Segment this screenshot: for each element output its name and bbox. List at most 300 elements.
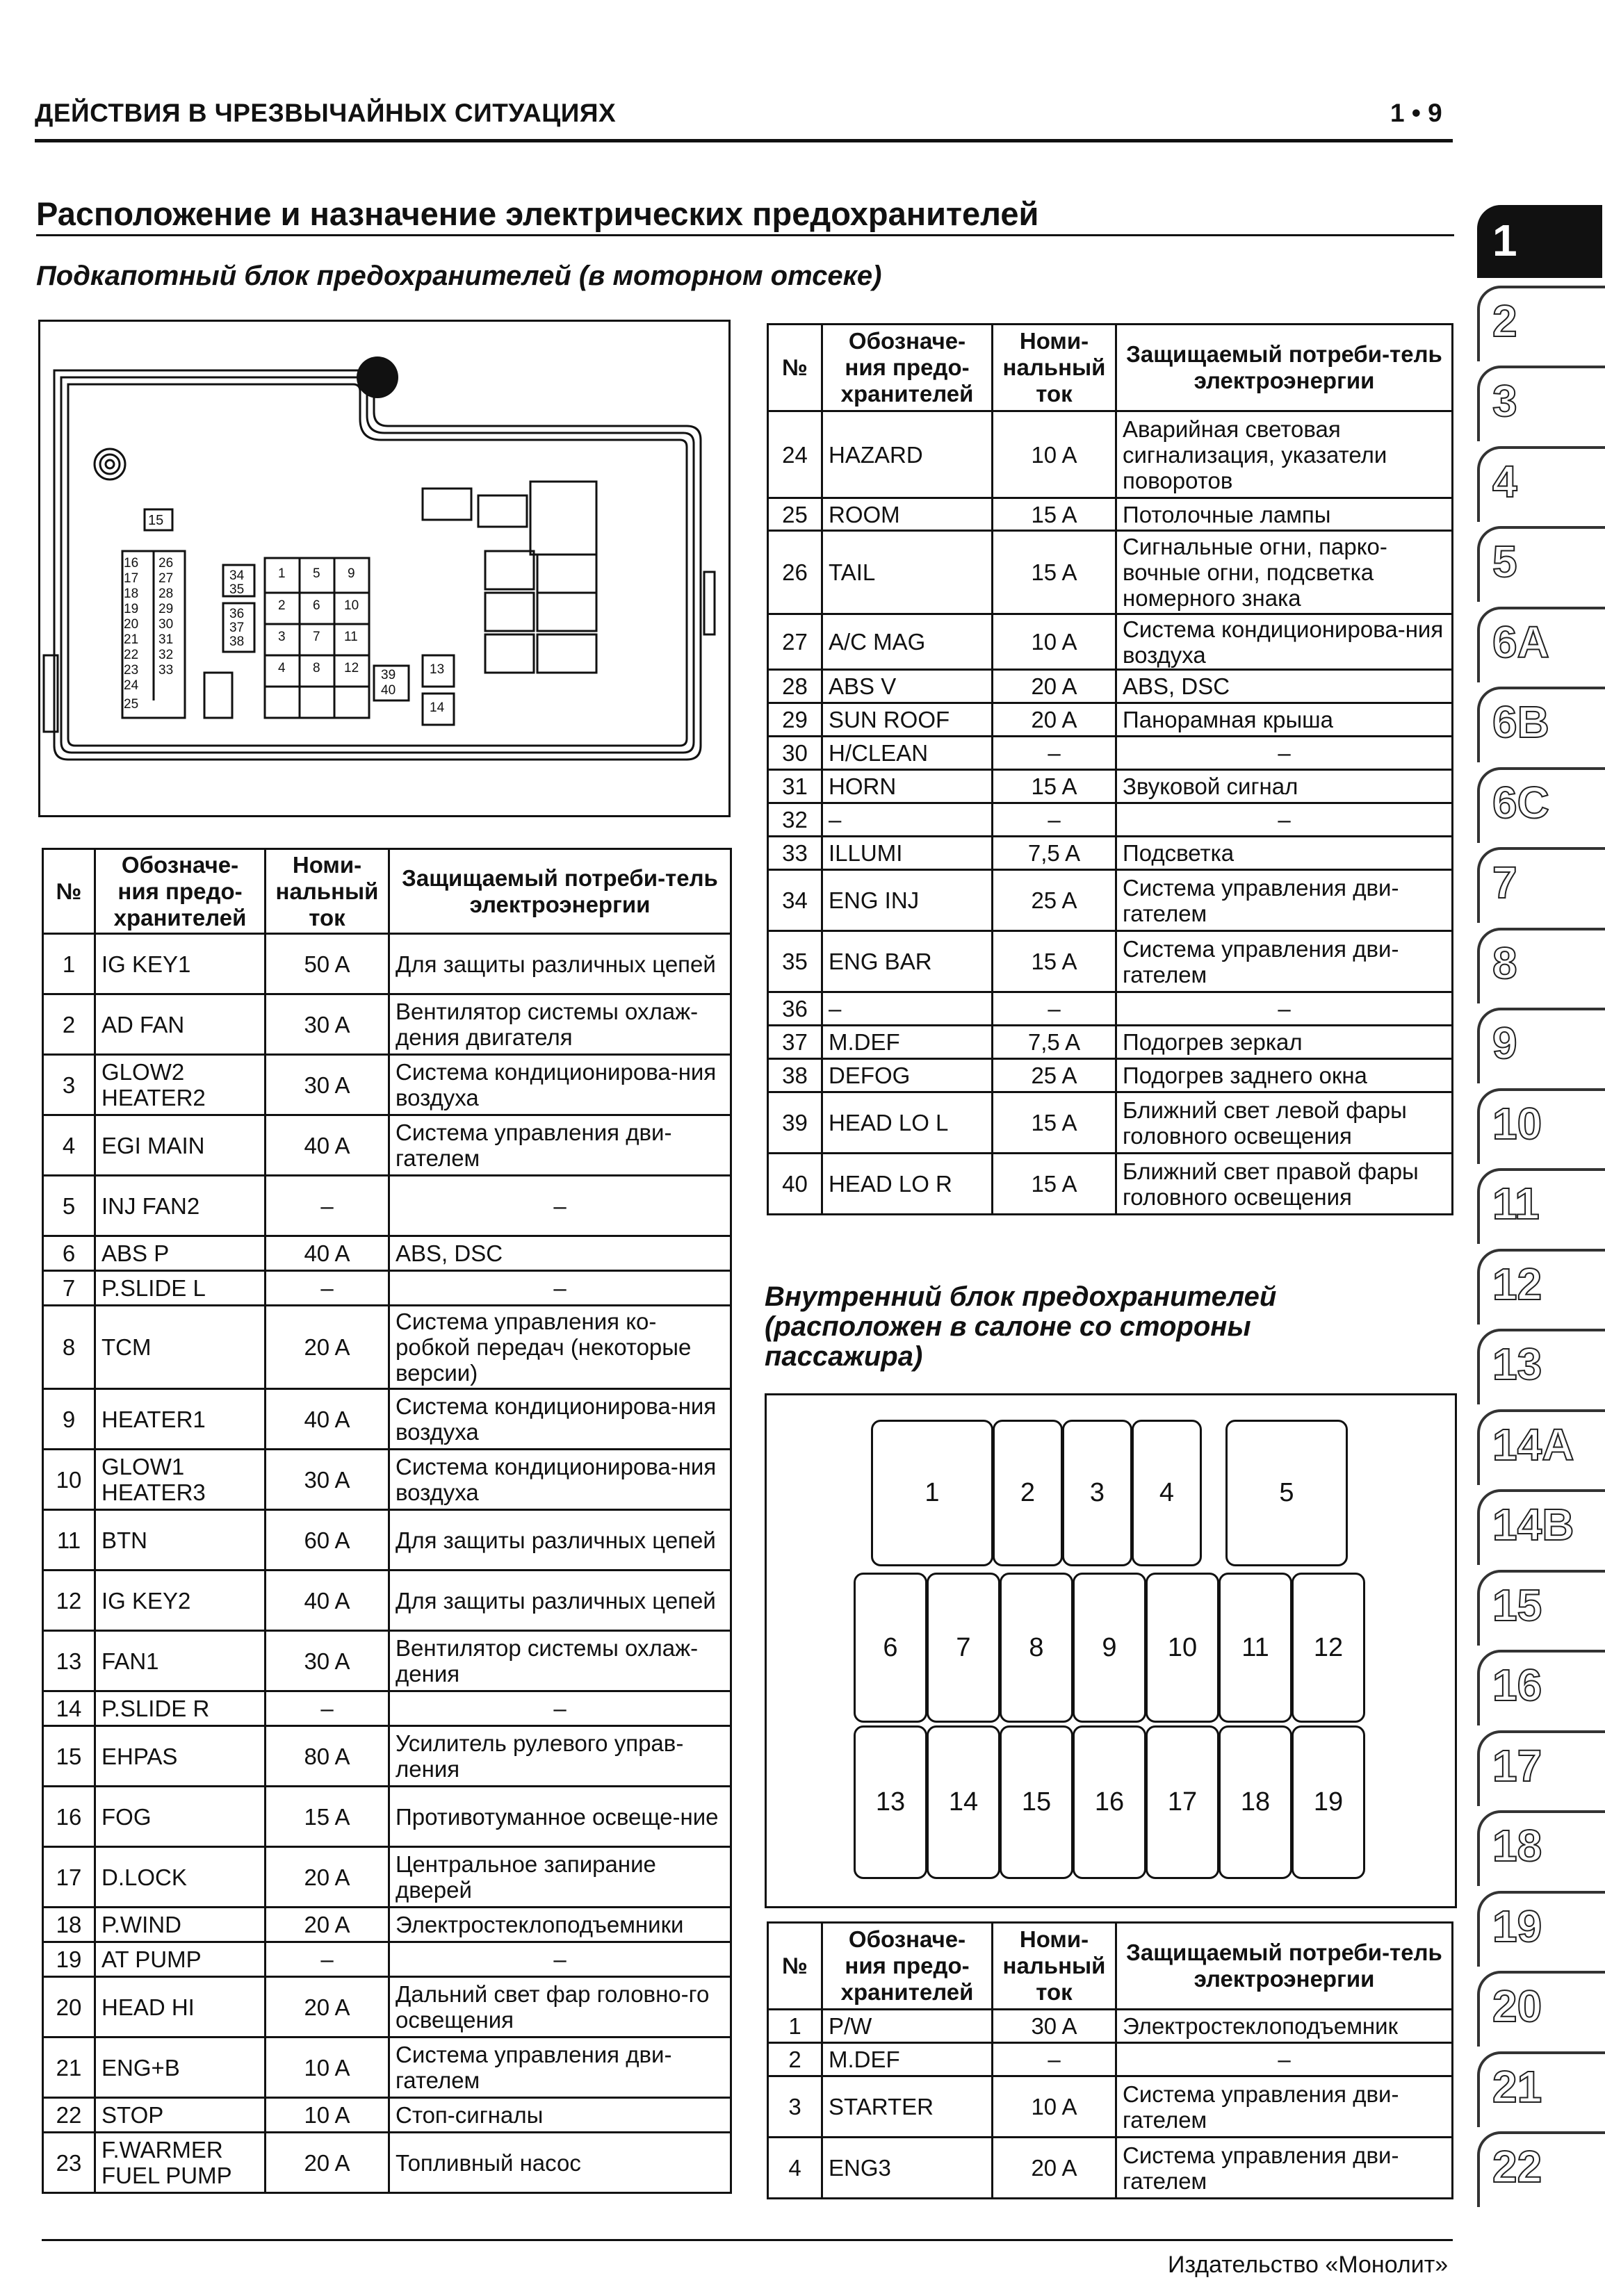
fuse-label-3: 3 (278, 630, 286, 644)
fuse-number: 13 (43, 1631, 95, 1691)
fuse-consumer: – (1116, 992, 1453, 1026)
fuse-label-9: 9 (348, 566, 355, 581)
fuse-label-39: 39 (381, 668, 396, 682)
fuse-row (768, 703, 1453, 737)
fuse-current: 40 A (266, 1236, 389, 1271)
fuse-label-5: 5 (313, 566, 320, 581)
fuse-label-24: 24 (124, 678, 139, 693)
fuse-label-15: 15 (148, 513, 164, 528)
chapter-tab-label: 14A (1492, 1419, 1574, 1470)
fuse-consumer: – (389, 1691, 731, 1726)
chapter-tab-label: 17 (1492, 1740, 1542, 1791)
fuse-consumer: – (1116, 2043, 1453, 2076)
fuse-current: 15 A (993, 1154, 1116, 1215)
interior-fuse-3: 3 (1062, 1420, 1132, 1566)
fuse-designation: TAIL (822, 531, 993, 614)
interior-fuse-9: 9 (1073, 1573, 1146, 1723)
fuse-row (43, 1977, 731, 2037)
fuse-current: 20 A (266, 1847, 389, 1908)
fuse-current: 40 A (266, 1115, 389, 1176)
fuse-row (768, 870, 1453, 931)
fuse-designation: – (822, 803, 993, 837)
fuse-label-31: 31 (158, 632, 174, 647)
fuse-number: 19 (43, 1942, 95, 1977)
fuse-number: 22 (43, 2098, 95, 2133)
fuse-number: 2 (768, 2043, 822, 2076)
fuse-designation: STOP (95, 2098, 266, 2133)
fuse-current: 10 A (993, 411, 1116, 498)
fuse-row (43, 1631, 731, 1691)
chapter-tab-4[interactable] (1477, 446, 1602, 519)
col-designation: Обозначе-ния предо-хранителей (822, 1923, 993, 2010)
fuse-consumer: Для защиты различных цепей (389, 1571, 731, 1631)
fuse-row (768, 2043, 1453, 2076)
chapter-tab-9[interactable] (1477, 1008, 1602, 1081)
fuse-designation: – (822, 992, 993, 1026)
fuse-designation: A/C MAG (822, 614, 993, 670)
fuse-consumer: ABS, DSC (389, 1236, 731, 1271)
fuse-current: 15 A (993, 770, 1116, 803)
chapter-tab-6a[interactable] (1477, 607, 1602, 680)
fuse-designation: ABS P (95, 1236, 266, 1271)
fuse-consumer: – (389, 1942, 731, 1977)
interior-fuse-7: 7 (927, 1573, 1000, 1723)
fuse-designation: AT PUMP (95, 1942, 266, 1977)
fuse-row (43, 1306, 731, 1389)
fuse-number: 17 (43, 1847, 95, 1908)
interior-fuse-19: 19 (1292, 1725, 1365, 1879)
fuse-row (768, 1059, 1453, 1092)
fuse-row (43, 1176, 731, 1236)
fuse-row (768, 837, 1453, 870)
fuse-designation: ROOM (822, 498, 993, 531)
fuse-label-1: 1 (278, 566, 286, 581)
fuse-current: 50 A (266, 934, 389, 994)
interior-fuse-6: 6 (854, 1573, 927, 1723)
fuse-current: 10 A (993, 614, 1116, 670)
col-no: № (43, 849, 95, 934)
interior-fuse-17: 17 (1146, 1725, 1219, 1879)
fuse-designation: IG KEY1 (95, 934, 266, 994)
fuse-designation: EHPAS (95, 1726, 266, 1787)
fuse-consumer: Система кондиционирова-ния воздуха (1116, 614, 1453, 670)
chapter-tab-label: 20 (1492, 1981, 1542, 2031)
fuse-current: 30 A (266, 1450, 389, 1510)
chapter-tab-6c[interactable] (1477, 767, 1602, 840)
fuse-current: 15 A (993, 931, 1116, 992)
section-header: ДЕЙСТВИЯ В ЧРЕЗВЫЧАЙНЫХ СИТУАЦИЯХ (35, 99, 617, 127)
chapter-tab-label: 12 (1492, 1258, 1542, 1309)
chapter-tab-6b[interactable] (1477, 687, 1602, 760)
chapter-tab-14a[interactable] (1477, 1409, 1602, 1482)
chapter-tab-label: 22 (1492, 2142, 1542, 2192)
fuse-number: 18 (43, 1908, 95, 1942)
chapter-tab-label: 18 (1492, 1821, 1542, 1871)
fuse-label-17: 17 (124, 571, 139, 586)
fuse-number: 1 (768, 2010, 822, 2043)
fuse-number: 3 (768, 2076, 822, 2138)
fuse-current: 15 A (993, 498, 1116, 531)
chapter-tab-label: 14B (1492, 1500, 1574, 1550)
fuse-number: 2 (43, 994, 95, 1055)
chapter-tab-17[interactable] (1477, 1730, 1602, 1803)
interior-fuse-1: 1 (871, 1420, 993, 1566)
fuse-label-21: 21 (124, 632, 139, 647)
fuse-consumer: Система кондиционирова-ния воздуха (389, 1389, 731, 1450)
fuse-consumer: Ближний свет правой фары головного освещения (1116, 1154, 1453, 1215)
fuse-label-33: 33 (158, 663, 174, 678)
col-consumer: Защищаемый потреби-тель электроэнергии (389, 849, 731, 934)
chapter-tab-label: 6C (1492, 777, 1549, 828)
interior-fuse-11: 11 (1219, 1573, 1292, 1723)
engine-fuse-table-a (42, 848, 732, 2194)
fuse-consumer: Система кондиционирова-ния воздуха (389, 1055, 731, 1115)
interior-fuse-4: 4 (1132, 1420, 1202, 1566)
fuse-current: 20 A (993, 2138, 1116, 2199)
fuse-label-29: 29 (158, 602, 174, 616)
interior-fuse-16: 16 (1073, 1725, 1146, 1879)
fuse-consumer: Для защиты различных цепей (389, 1510, 731, 1571)
fuse-number: 12 (43, 1571, 95, 1631)
fuse-current: 40 A (266, 1389, 389, 1450)
fuse-row (43, 994, 731, 1055)
fuse-current: – (993, 992, 1116, 1026)
fuse-designation: P.WIND (95, 1908, 266, 1942)
fuse-designation: EGI MAIN (95, 1115, 266, 1176)
fuse-consumer: Ближний свет левой фары головного освещения (1116, 1092, 1453, 1154)
chapter-tab-15[interactable] (1477, 1570, 1602, 1643)
fuse-number: 39 (768, 1092, 822, 1154)
fuse-number: 23 (43, 2133, 95, 2193)
fuse-number: 31 (768, 770, 822, 803)
fuse-current: 20 A (266, 1908, 389, 1942)
chapter-tab-1[interactable] (1477, 205, 1602, 278)
fuse-consumer: – (389, 1176, 731, 1236)
fuse-current: – (266, 1271, 389, 1306)
fuse-number: 8 (43, 1306, 95, 1389)
fuse-designation: ENG+B (95, 2037, 266, 2098)
chapter-tab-label: 8 (1492, 937, 1517, 988)
interior-fuse-18: 18 (1219, 1725, 1292, 1879)
fuse-label-12: 12 (344, 661, 359, 675)
fuse-row (43, 1847, 731, 1908)
fuse-current: 10 A (266, 2037, 389, 2098)
fuse-designation: HORN (822, 770, 993, 803)
fuse-label-16: 16 (124, 556, 139, 571)
fuse-number: 9 (43, 1389, 95, 1450)
fuse-label-22: 22 (124, 648, 139, 662)
fuse-row (768, 931, 1453, 992)
fuse-current: – (993, 2043, 1116, 2076)
fuse-row (43, 1115, 731, 1176)
fuse-designation: HEATER1 (95, 1389, 266, 1450)
fuse-label-27: 27 (158, 571, 174, 586)
chapter-tab-label: 9 (1492, 1018, 1517, 1068)
chapter-tab-label: 10 (1492, 1098, 1542, 1149)
chapter-tab-label: 11 (1492, 1179, 1540, 1229)
fuse-consumer: Подогрев заднего окна (1116, 1059, 1453, 1092)
fuse-row (768, 1154, 1453, 1215)
fuse-label-14: 14 (430, 700, 445, 715)
fuse-label-30: 30 (158, 617, 174, 632)
fuse-label-23: 23 (124, 663, 139, 678)
fuse-label-20: 20 (124, 617, 139, 632)
fuse-designation: GLOW2 HEATER2 (95, 1055, 266, 1115)
fuse-current: 30 A (266, 1631, 389, 1691)
fuse-current: 15 A (993, 531, 1116, 614)
fuse-current: 30 A (993, 2010, 1116, 2043)
fuse-label-8: 8 (313, 661, 320, 675)
fuse-row (43, 1510, 731, 1571)
fuse-current: 30 A (266, 1055, 389, 1115)
fuse-consumer: Вентилятор системы охлаж-дения (389, 1631, 731, 1691)
fuse-row (768, 531, 1453, 614)
fuse-consumer: Вентилятор системы охлаж-дения двигателя (389, 994, 731, 1055)
fuse-current: – (266, 1942, 389, 1977)
fuse-designation: H/CLEAN (822, 737, 993, 770)
fuse-consumer: Дальний свет фар головно-го освещения (389, 1977, 731, 2037)
fuse-number: 40 (768, 1154, 822, 1215)
chapter-tab-10[interactable] (1477, 1088, 1602, 1161)
chapter-tab-label: 19 (1492, 1901, 1542, 1951)
fuse-row (768, 498, 1453, 531)
col-current: Номи-нальный ток (266, 849, 389, 934)
fuse-row (768, 1026, 1453, 1059)
chapter-tab-label: 1 (1492, 215, 1517, 265)
fuse-label-7: 7 (313, 630, 320, 644)
interior-fuse-15: 15 (1000, 1725, 1073, 1879)
chapter-tab-label: 4 (1492, 456, 1517, 507)
chapter-tab-8[interactable] (1477, 928, 1602, 1001)
fuse-current: 60 A (266, 1510, 389, 1571)
fuse-number: 20 (43, 1977, 95, 2037)
page-number: 1 • 9 (1390, 99, 1442, 127)
fuse-number: 25 (768, 498, 822, 531)
fuse-row (43, 1055, 731, 1115)
fuse-consumer: Система управления дви-гателем (389, 2037, 731, 2098)
fuse-designation: HEAD LO L (822, 1092, 993, 1154)
fuse-current: 25 A (993, 870, 1116, 931)
interior-fuse-8: 8 (1000, 1573, 1073, 1723)
fuse-designation: AD FAN (95, 994, 266, 1055)
chapter-tab-label: 5 (1492, 536, 1517, 587)
fuse-row (43, 1787, 731, 1847)
footer-divider (42, 2239, 1453, 2241)
header-divider (35, 139, 1453, 142)
chapter-tab-11[interactable] (1477, 1168, 1602, 1241)
fuse-current: 20 A (266, 1306, 389, 1389)
fuse-number: 32 (768, 803, 822, 837)
fuse-consumer: ABS, DSC (1116, 670, 1453, 703)
fuse-consumer: Центральное запирание дверей (389, 1847, 731, 1908)
fuse-number: 29 (768, 703, 822, 737)
fuse-label-40: 40 (381, 683, 396, 698)
col-consumer: Защищаемый потреби-тель электроэнергии (1116, 1923, 1453, 2010)
fuse-designation: D.LOCK (95, 1847, 266, 1908)
interior-fuse-12: 12 (1292, 1573, 1365, 1723)
fuse-designation: FAN1 (95, 1631, 266, 1691)
fuse-consumer: Противотуманное освеще-ние (389, 1787, 731, 1847)
fuse-label-10: 10 (344, 598, 359, 613)
engine-fuse-box-diagram (38, 320, 731, 817)
chapter-tab-label: 16 (1492, 1660, 1542, 1710)
col-consumer: Защищаемый потреби-тель электроэнергии (1116, 325, 1453, 411)
chapter-tab-7[interactable] (1477, 847, 1602, 920)
fuse-number: 35 (768, 931, 822, 992)
fuse-designation: GLOW1 HEATER3 (95, 1450, 266, 1510)
fuse-consumer: Система управления дви-гателем (1116, 2076, 1453, 2138)
col-no: № (768, 325, 822, 411)
fuse-current: 20 A (993, 670, 1116, 703)
fuse-current: – (266, 1176, 389, 1236)
fuse-number: 4 (768, 2138, 822, 2199)
fuse-designation: P.SLIDE L (95, 1271, 266, 1306)
fuse-current: 20 A (266, 2133, 389, 2193)
fuse-number: 36 (768, 992, 822, 1026)
fuse-row (43, 1726, 731, 1787)
fuse-row (43, 1236, 731, 1271)
fuse-designation: F.WARMER FUEL PUMP (95, 2133, 266, 2193)
fuse-current: 30 A (266, 994, 389, 1055)
fuse-consumer: Система кондиционирова-ния воздуха (389, 1450, 731, 1510)
fuse-label-13: 13 (430, 662, 445, 677)
fuse-number: 16 (43, 1787, 95, 1847)
fuse-designation: M.DEF (822, 2043, 993, 2076)
fuse-row (768, 1092, 1453, 1154)
fuse-designation: BTN (95, 1510, 266, 1571)
fuse-number: 5 (43, 1176, 95, 1236)
fuse-designation: INJ FAN2 (95, 1176, 266, 1236)
fuse-consumer: Топливный насос (389, 2133, 731, 2193)
fuse-number: 37 (768, 1026, 822, 1059)
fuse-number: 30 (768, 737, 822, 770)
fuse-row (43, 1571, 731, 1631)
chapter-tab-label: 6A (1492, 616, 1549, 667)
fuse-current: 7,5 A (993, 837, 1116, 870)
fuse-number: 33 (768, 837, 822, 870)
fuse-designation: FOG (95, 1787, 266, 1847)
fuse-row (768, 992, 1453, 1026)
chapter-tab-16[interactable] (1477, 1650, 1602, 1723)
fuse-designation: ABS V (822, 670, 993, 703)
fuse-designation: P/W (822, 2010, 993, 2043)
fuse-consumer: Система управления дви-гателем (1116, 870, 1453, 931)
chapter-tab-21[interactable] (1477, 2051, 1602, 2124)
fuse-label-18: 18 (124, 587, 139, 601)
fuse-number: 24 (768, 411, 822, 498)
chapter-tab-2[interactable] (1477, 286, 1602, 359)
fuse-consumer: – (389, 1271, 731, 1306)
chapter-tab-label: 7 (1492, 858, 1517, 908)
fuse-current: 10 A (993, 2076, 1116, 2138)
fuse-consumer: Электростеклоподъемник (1116, 2010, 1453, 2043)
chapter-tab-label: 15 (1492, 1580, 1542, 1630)
fuse-number: 3 (43, 1055, 95, 1115)
chapter-tab-label: 21 (1492, 2061, 1542, 2112)
fuse-designation: ENG INJ (822, 870, 993, 931)
fuse-designation: HAZARD (822, 411, 993, 498)
fuse-consumer: Сигнальные огни, парко-вочные огни, подсветка номерного знака (1116, 531, 1453, 614)
fuse-label-34: 34 (229, 568, 245, 583)
chapter-tab-label: 13 (1492, 1339, 1542, 1389)
interior-fuse-10: 10 (1146, 1573, 1219, 1723)
fuse-label-2: 2 (278, 598, 286, 613)
fuse-current: 7,5 A (993, 1026, 1116, 1059)
fuse-label-35: 35 (229, 582, 245, 597)
fuse-designation: ENG3 (822, 2138, 993, 2199)
chapter-tab-20[interactable] (1477, 1971, 1602, 2044)
fuse-row (768, 2010, 1453, 2043)
fuse-row (768, 770, 1453, 803)
fuse-label-26: 26 (158, 556, 174, 571)
fuse-consumer: Потолочные лампы (1116, 498, 1453, 531)
fuse-number: 7 (43, 1271, 95, 1306)
fuse-designation: IG KEY2 (95, 1571, 266, 1631)
col-current: Номи-нальный ток (993, 1923, 1116, 2010)
fuse-designation: STARTER (822, 2076, 993, 2138)
chapter-tab-18[interactable] (1477, 1810, 1602, 1883)
chapter-tab-3[interactable] (1477, 366, 1602, 438)
chapter-tab-5[interactable] (1477, 526, 1602, 599)
chapter-tab-12[interactable] (1477, 1249, 1602, 1322)
chapter-tab-label: 3 (1492, 376, 1517, 426)
engine-block-subtitle: Подкапотный блок предохранителей (в моторном отсеке) (36, 261, 882, 291)
fuse-label-6: 6 (313, 598, 320, 613)
interior-fuse-13: 13 (854, 1725, 927, 1879)
engine-fuse-box-drawing (40, 322, 728, 815)
fuse-current: 25 A (993, 1059, 1116, 1092)
fuse-row (43, 2098, 731, 2133)
fuse-current: – (993, 803, 1116, 837)
fuse-consumer: Панорамная крыша (1116, 703, 1453, 737)
fuse-consumer: Подсветка (1116, 837, 1453, 870)
fuse-current: 80 A (266, 1726, 389, 1787)
fuse-row (43, 1908, 731, 1942)
fuse-consumer: Для защиты различных цепей (389, 934, 731, 994)
fuse-consumer: Система управления дви-гателем (1116, 2138, 1453, 2199)
fuse-row (43, 2037, 731, 2098)
fuse-consumer: – (1116, 803, 1453, 837)
fuse-row (43, 1450, 731, 1510)
col-designation: Обозначе-ния предо-хранителей (822, 325, 993, 411)
chapter-tab-19[interactable] (1477, 1891, 1602, 1964)
fuse-number: 21 (43, 2037, 95, 2098)
interior-fuse-box-diagram (765, 1393, 1457, 1908)
fuse-current: 10 A (266, 2098, 389, 2133)
fuse-row (43, 1691, 731, 1726)
chapter-tab-22[interactable] (1477, 2131, 1602, 2204)
col-current: Номи-нальный ток (993, 325, 1116, 411)
interior-fuse-5: 5 (1225, 1420, 1348, 1566)
chapter-tab-13[interactable] (1477, 1329, 1602, 1402)
fuse-consumer: Подогрев зеркал (1116, 1026, 1453, 1059)
fuse-number: 28 (768, 670, 822, 703)
fuse-label-37: 37 (229, 621, 245, 635)
fuse-current: – (993, 737, 1116, 770)
fuse-row (768, 2076, 1453, 2138)
fuse-row (43, 1271, 731, 1306)
title-divider (36, 234, 1454, 236)
page-title: Расположение и назначение электрических предохранителей (36, 195, 1039, 232)
fuse-number: 11 (43, 1510, 95, 1571)
fuse-label-11: 11 (344, 630, 358, 644)
fuse-number: 6 (43, 1236, 95, 1271)
fuse-designation: SUN ROOF (822, 703, 993, 737)
chapter-tab-14b[interactable] (1477, 1489, 1602, 1562)
fuse-designation: DEFOG (822, 1059, 993, 1092)
fuse-row (43, 1942, 731, 1977)
col-designation: Обозначе-ния предо-хранителей (95, 849, 266, 934)
